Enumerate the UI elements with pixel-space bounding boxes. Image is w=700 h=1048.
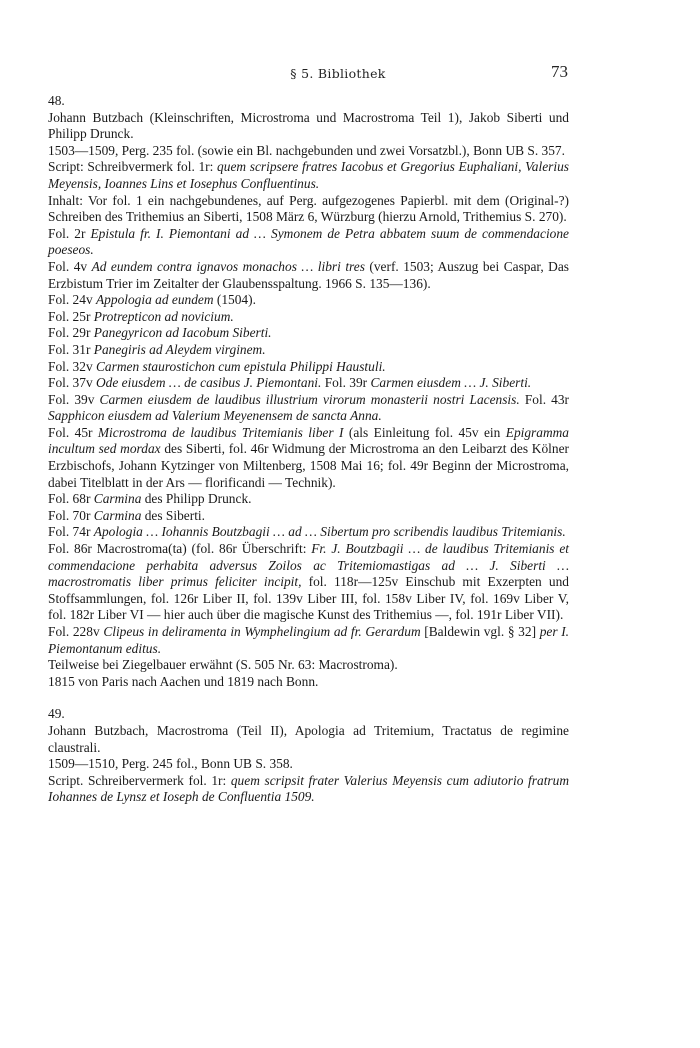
folio-31r <box>48 342 569 359</box>
folio-title: Epigramma incultum sed mordax <box>48 424 569 457</box>
script-label: Script: Schreibvermerk fol. 1r: <box>48 159 218 175</box>
folio-label: Fol. 2r <box>48 225 91 241</box>
folio-note: des Siberti, fol. 46r Widmung der Microstroma an den Leibarzt des Kölner Erzbischofs, Johann Kytzinger von Miltenberg, 1508 Mai 16; fol. 49r Beginn der Microstroma, dabei Titelblatt in der Ars — florificandi — Technik). <box>48 441 569 490</box>
entry-49-title: Johann Butzbach, Macrostroma (Teil II), Apologia ad Tritemium, Tractatus de regimine claustrali. <box>48 722 569 755</box>
folio-label: Fol. 68r <box>48 491 94 507</box>
folio-title: Panegyricon ad Iacobum Siberti. <box>93 325 272 341</box>
folio-70r <box>48 508 569 525</box>
folio-note: des Philipp Drunck. <box>141 491 252 507</box>
page-header <box>0 64 700 84</box>
entry-48-inhalt: Inhalt: Vor fol. 1 ein nachgebundenes, auf Perg. aufgezogenes Papierbl. mit dem (Original-?) Schreiben des Trithemius an Siberti, 1508 März 6, Würzburg (hierzu Arnold, Trithemius S. 270). <box>48 192 569 225</box>
page-body <box>48 93 569 806</box>
folio-228v <box>48 624 569 657</box>
folio-29r <box>48 325 569 342</box>
entry-49-description: 1509—1510, Perg. 245 fol., Bonn UB S. 358. <box>48 756 293 772</box>
folio-74r <box>48 524 569 541</box>
script-text: quem scripsit frater Valerius Meyensis cum adiutorio fratrum Iohannes de Lynsz et Ioseph de Confluentia 1509. <box>48 772 569 805</box>
folio-note: (als Einleitung fol. 45v ein <box>343 424 506 440</box>
folio-label: Fol. 24v <box>48 292 96 308</box>
folio-4v <box>48 259 569 292</box>
folio-note: (1504). <box>213 292 256 308</box>
folio-title: Appologia ad eundem <box>96 292 214 308</box>
entry-48-provenance: 1815 von Paris nach Aachen und 1819 nach Bonn. <box>48 673 319 689</box>
folio-label: Fol. 74r <box>48 524 94 540</box>
folio-label: Fol. 45r <box>48 424 98 440</box>
entry-separator <box>48 690 569 706</box>
entry-48-description: 1503—1509, Perg. 235 fol. (sowie ein Bl. nachgebunden und zwei Vorsatzbl.), Bonn UB S. 357. <box>48 142 565 158</box>
folio-25r <box>48 309 569 326</box>
folio-45r <box>48 425 569 491</box>
folio-title: Carmen staurostichon cum epistula Philippi Haustuli. <box>96 358 386 374</box>
folio-title: Carmina <box>93 507 142 523</box>
folio-label: Fol. 39v <box>48 391 100 407</box>
entry-48-title: Johann Butzbach (Kleinschriften, Microstroma und Macrostroma Teil 1), Jakob Siberti und Philipp Drunck. <box>48 109 569 142</box>
folio-label: Fol. 25r <box>48 308 94 324</box>
folio-title: Epistula fr. I. Piemontani ad … Symonem de Petra abbatem suum de commendacione poeseos. <box>48 225 570 258</box>
folio-label: Fol. 39r <box>321 375 371 391</box>
folio-label: Fol. 228v <box>48 624 104 639</box>
running-title: § 5. Bibliothek <box>290 66 386 81</box>
folio-title: Ad eundem contra ignavos monachos … libri tres <box>91 258 365 274</box>
folio-note: (verf. 1503; Auszug bei Caspar, Das Erzbistum Trier im Zeitalter der Glaubensspaltung. 1966 S. 135—136). <box>48 258 569 291</box>
folio-2r <box>48 226 569 259</box>
folio-title: Carmina <box>93 491 142 507</box>
folio-label: Fol. 29r <box>48 325 94 341</box>
entry-49-number: 49. <box>48 706 65 722</box>
folio-68r <box>48 491 569 508</box>
folio-label: Fol. 86r Macrostroma(ta) (fol. 86r Überschrift: <box>48 541 312 557</box>
folio-note: [Baldewin vgl. § 32] <box>420 624 540 639</box>
folio-39v <box>48 392 569 425</box>
folio-86r <box>48 541 569 624</box>
entry-48-script <box>48 159 569 192</box>
entry-48-mention: Teilweise bei Ziegelbauer erwähnt (S. 505 Nr. 63: Macrostroma). <box>48 657 398 673</box>
folio-32v <box>48 359 569 376</box>
folio-title: Panegiris ad Aleydem virginem. <box>93 341 266 357</box>
script-text: quem scripsere fratres Iacobus et Gregorius Euphaliani, Valerius Meyensis, Ioannes Lins et Iosephus Confluentinus. <box>48 159 569 191</box>
folio-label: Fol. 70r <box>48 507 94 523</box>
folio-label: Fol. 32v <box>48 358 96 374</box>
folio-title: Microstroma de laudibus Tritemianis liber I <box>97 424 344 440</box>
folio-note: des Siberti. <box>141 507 205 523</box>
page-number: 73 <box>551 62 568 81</box>
folio-title: Protrepticon ad novicium. <box>93 308 234 324</box>
folio-label: Fol. 31r <box>48 341 94 357</box>
folio-note: fol. 118r—125v Einschub mit Exzerpten und Stoffsammlungen, fol. 126r Liber II, fol. 139v Liber III, fol. 158v Liber IV, fol. 169v Liber V, fol. 182r Liber VI — hier auch über die magische Kunst des Trithemius —, fol. 191r Liber VII). <box>48 574 569 623</box>
entry-49-script <box>48 773 569 806</box>
folio-label: Fol. 37v <box>48 375 96 391</box>
folio-37v <box>48 375 569 392</box>
folio-title: per I. Piemontanum editus. <box>48 624 569 656</box>
folio-title: Apologia … Iohannis Boutzbagii … ad … Sibertum pro scribendis laudibus Tritemianis. <box>93 524 566 540</box>
folio-label: Fol. 4v <box>48 258 92 274</box>
folio-title: Fr. J. Boutzbagii … de laudibus Tritemianis et commendacione perhabita adversus Zoilos ac Tritemiomastigas ad … J. Siberti … macrostromatis liber primus feliciter incipit, <box>48 541 569 590</box>
entry-48-number: 48. <box>48 93 65 108</box>
folio-title: Carmen eiusdem … J. Siberti. <box>370 375 532 391</box>
folio-title: Carmen eiusdem de laudibus illustrium virorum monasterii nostri Lacensis. <box>99 391 520 407</box>
script-label: Script. Schreibervermerk fol. 1r: <box>48 772 231 788</box>
folio-24v <box>48 292 569 309</box>
folio-title: Clipeus in deliramenta in Wymphelingium ad fr. Gerardum <box>103 624 421 639</box>
folio-title: Ode eiusdem … de casibus J. Piemontani. <box>96 375 322 391</box>
folio-label: Fol. 43r <box>519 391 570 407</box>
folio-title: Sapphicon eiusdem ad Valerium Meyenensem de sancta Anna. <box>48 408 382 424</box>
